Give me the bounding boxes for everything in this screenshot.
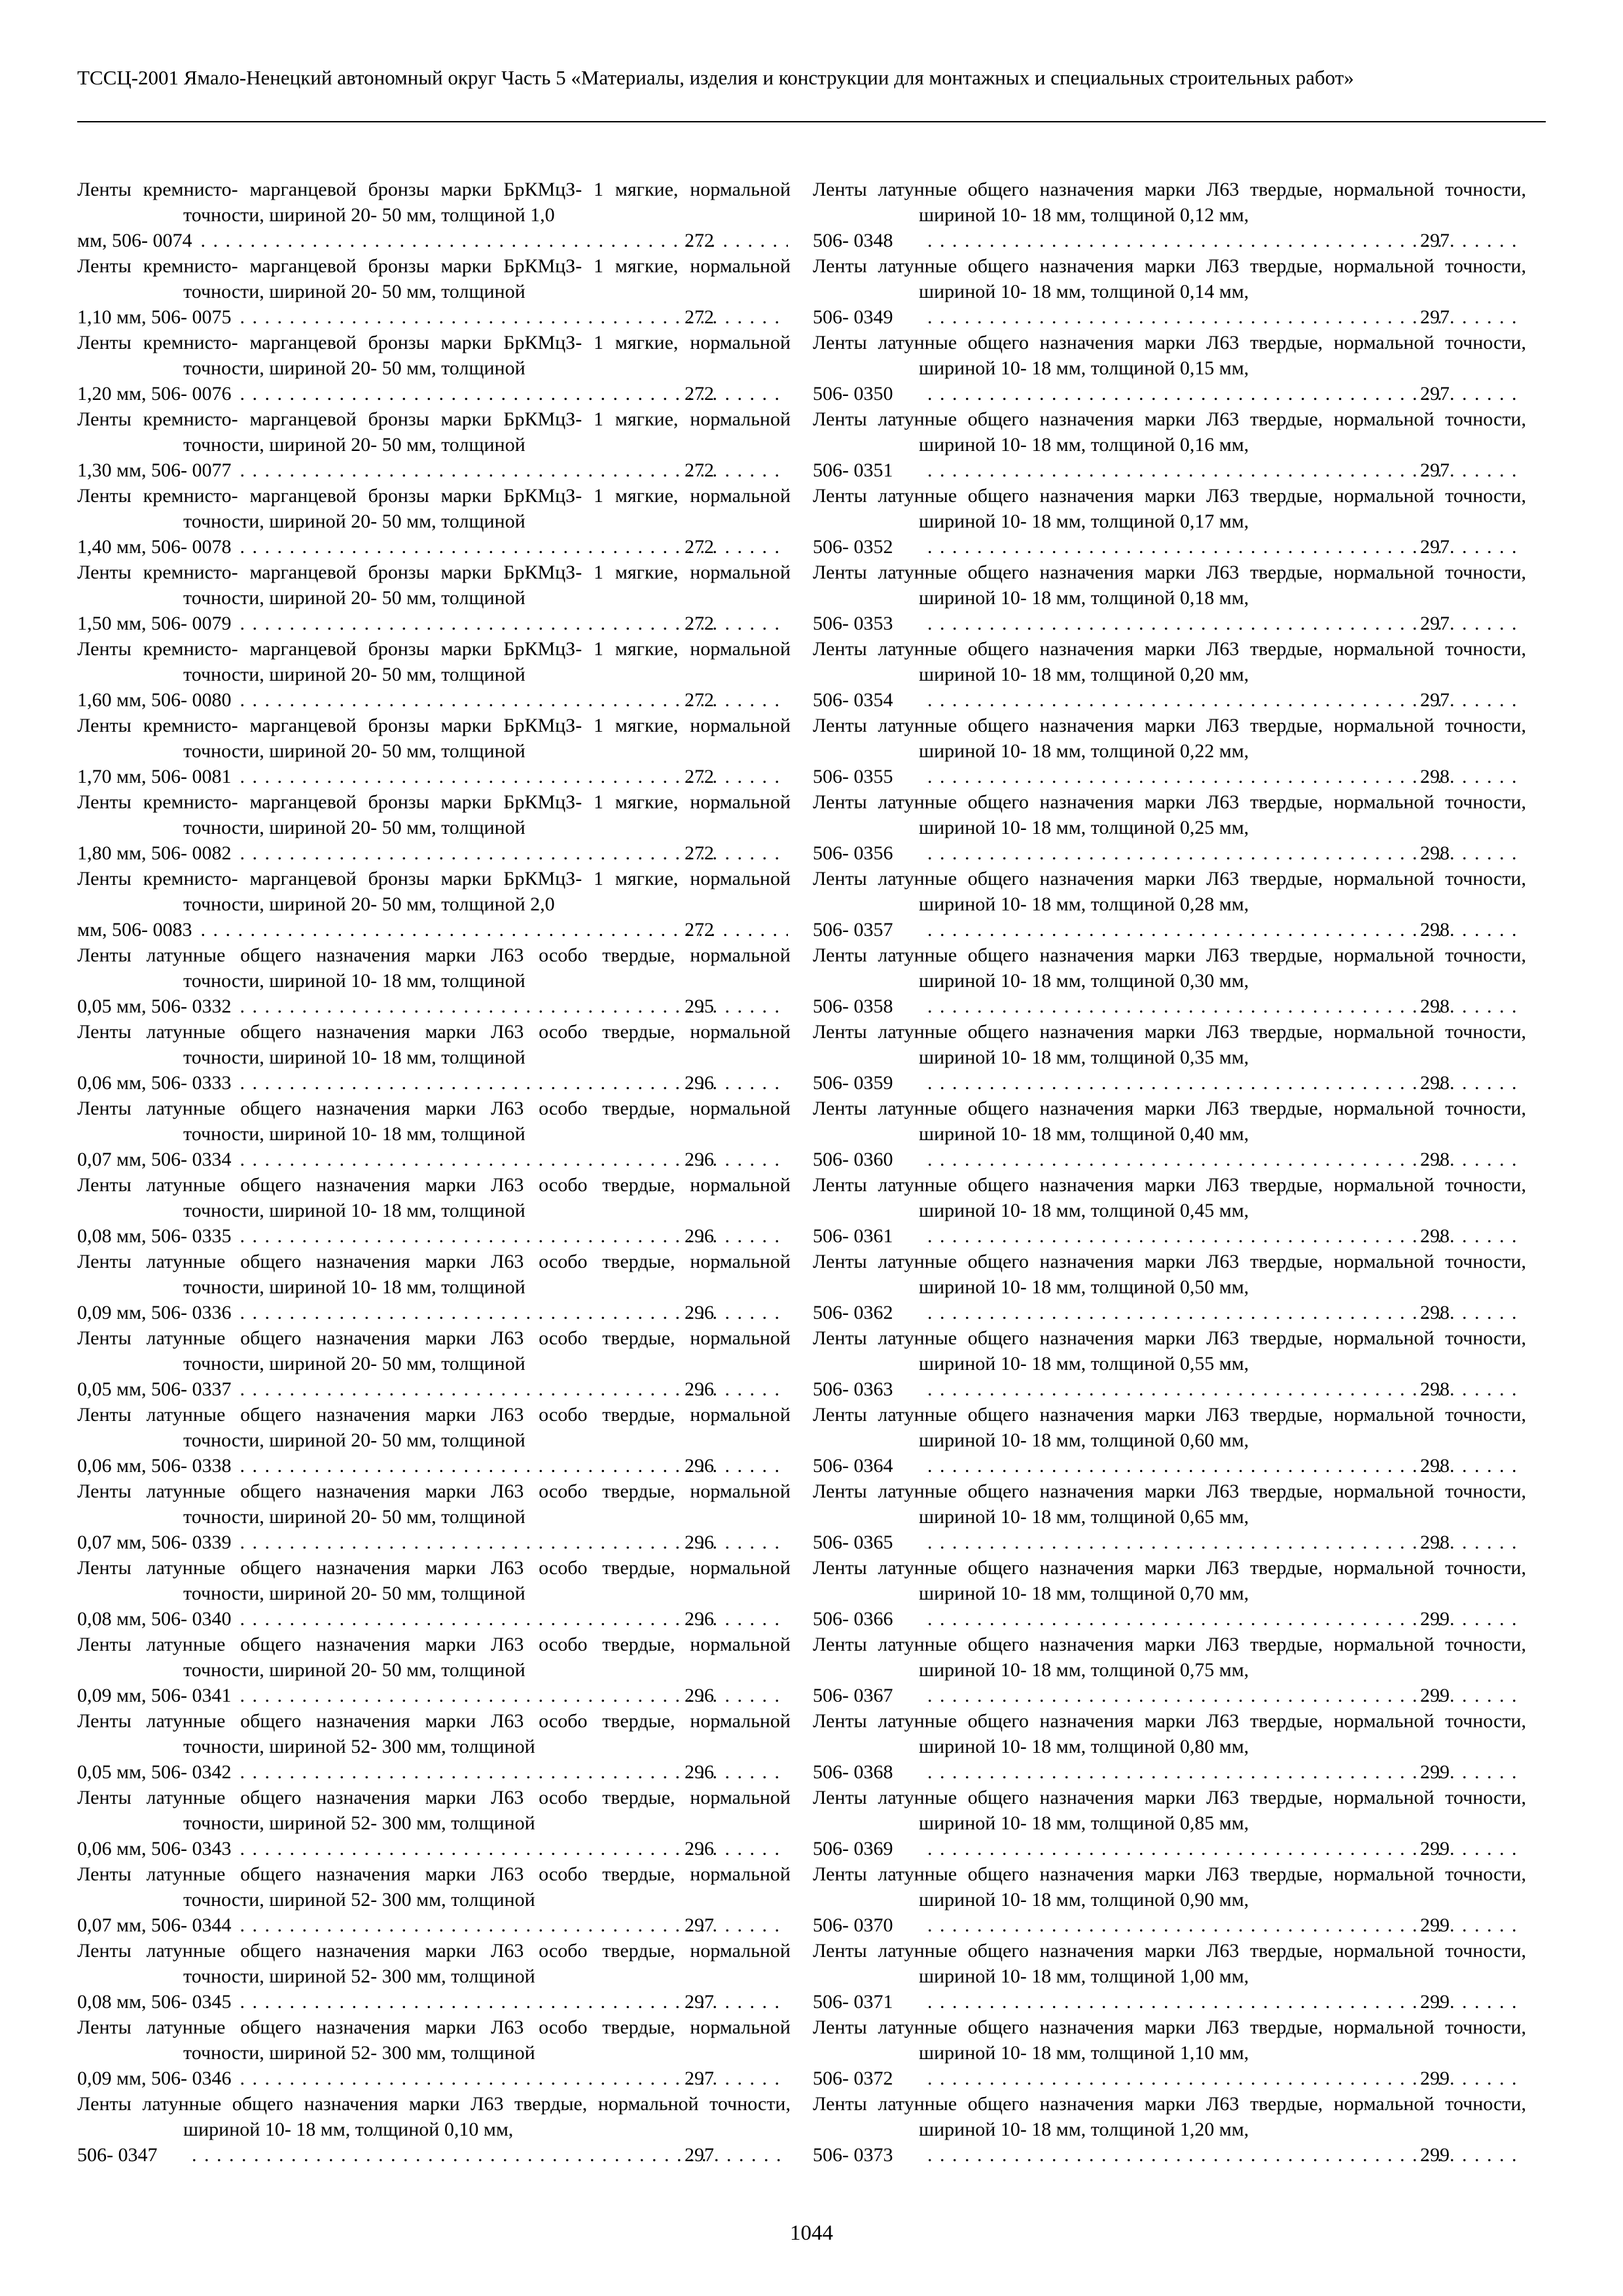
index-entry [77, 1785, 791, 1861]
entry-last-line: 0,05 мм, 506- 0342 . . . 296 [183, 1759, 791, 1785]
entry-last-line: 506- 0365 . . . 298 [919, 1530, 1526, 1555]
entry-code: 0,06 мм, 506- 0338 [77, 1455, 232, 1477]
entry-code: 0,06 мм, 506- 0343 [77, 1838, 232, 1859]
entry-last-line: 0,08 мм, 506- 0340 . . . 296 [183, 1606, 791, 1632]
entry-last-line: 0,06 мм, 506- 0343 . . . 296 [183, 1836, 791, 1861]
entry-last-line: 1,80 мм, 506- 0082 . . . 272 [183, 840, 791, 866]
index-entry [77, 1096, 791, 1172]
entry-text: Ленты латунные общего назначения марки Л63 особо твердые, нормальной точности, шириной 52- 300 мм, толщиной [77, 1787, 791, 1834]
entry-last-line: 506- 0349 . . . 297 [919, 304, 1526, 330]
entry-code: 0,05 мм, 506- 0342 [77, 1761, 232, 1783]
entry-last-line: 1,40 мм, 506- 0078 . . . 272 [183, 534, 791, 560]
entry-last-line: 506- 0369 . . . 299 [919, 1836, 1526, 1861]
entry-code: 1,30 мм, 506- 0077 [77, 459, 232, 481]
entry-text: Ленты латунные общего назначения марки Л63 твердые, нормальной точности, шириной 10- 18 мм, толщиной 1,20 мм, [813, 2093, 1526, 2140]
entry-text: Ленты кремнисто- марганцевой бронзы марки БрКМцЗ- 1 мягкие, нормальной точности, шириной 20- 50 мм, толщиной [77, 485, 791, 532]
entry-text: Ленты латунные общего назначения марки Л63 твердые, нормальной точности, шириной 10- 18 мм, толщиной 0,70 мм, [813, 1557, 1526, 1604]
entry-code: 0,05 мм, 506- 0337 [77, 1378, 232, 1400]
entry-last-line: 506- 0356 . . . 298 [919, 840, 1526, 866]
index-entry [813, 713, 1526, 789]
entry-last-line: 0,09 мм, 506- 0336 . . . 296 [183, 1300, 791, 1325]
index-entry [813, 1249, 1526, 1325]
index-entry [813, 1861, 1526, 1938]
index-entry [813, 1402, 1526, 1479]
index-entry [813, 1325, 1526, 1402]
entry-code: 1,50 мм, 506- 0079 [77, 613, 232, 634]
index-entry [77, 789, 791, 866]
entry-last-line: 506- 0368 . . . 299 [919, 1759, 1526, 1785]
entry-text: Ленты латунные общего назначения марки Л63 твердые, нормальной точности, шириной 10- 18 мм, толщиной 1,10 мм, [813, 2017, 1526, 2064]
entry-text: Ленты латунные общего назначения марки Л63 твердые, нормальной точности, шириной 10- 18 мм, толщиной 0,30 мм, [813, 944, 1526, 992]
index-entry [77, 2091, 791, 2168]
entry-text: Ленты латунные общего назначения марки Л63 твердые, нормальной точности, шириной 10- 18 мм, толщиной 0,25 мм, [813, 791, 1526, 838]
index-entry [77, 483, 791, 560]
entry-text: Ленты латунные общего назначения марки Л63 твердые, нормальной точности, шириной 10- 18 мм, толщиной 0,22 мм, [813, 715, 1526, 762]
entry-text: Ленты латунные общего назначения марки Л63 твердые, нормальной точности, шириной 10- 18 мм, толщиной 0,10 мм, [77, 2093, 791, 2140]
entry-text: Ленты кремнисто- марганцевой бронзы марки БрКМцЗ- 1 мягкие, нормальной точности, шириной 20- 50 мм, толщиной [77, 332, 791, 379]
entry-last-line: 506- 0355 . . . 298 [919, 764, 1526, 789]
entry-code: 0,08 мм, 506- 0335 [77, 1225, 232, 1247]
index-entry [77, 1325, 791, 1402]
index-entry [77, 1555, 791, 1632]
entry-text: Ленты латунные общего назначения марки Л63 твердые, нормальной точности, шириной 10- 18 мм, толщиной 0,15 мм, [813, 332, 1526, 379]
entry-last-line: 1,50 мм, 506- 0079 . . . 272 [183, 611, 791, 636]
entry-code: 0,09 мм, 506- 0346 [77, 2068, 232, 2089]
index-entry [77, 253, 791, 330]
entry-text: Ленты латунные общего назначения марки Л63 твердые, нормальной точности, шириной 10- 18 мм, толщиной 0,20 мм, [813, 638, 1526, 685]
entry-last-line: 506- 0354 . . . 297 [919, 687, 1526, 713]
entry-last-line: 506- 0360 . . . 298 [919, 1147, 1526, 1172]
entry-code: 1,60 мм, 506- 0080 [77, 689, 232, 711]
entry-text: Ленты латунные общего назначения марки Л63 твердые, нормальной точности, шириной 10- 18 мм, толщиной 0,45 мм, [813, 1174, 1526, 1221]
entry-last-line: 0,07 мм, 506- 0339 . . . 296 [183, 1530, 791, 1555]
entry-last-line: 506- 0370 . . . 299 [919, 1912, 1526, 1938]
index-entry [77, 1019, 791, 1096]
entry-last-line: 506- 0367 . . . 299 [919, 1683, 1526, 1708]
entry-text: Ленты латунные общего назначения марки Л63 твердые, нормальной точности, шириной 10- 18 мм, толщиной 0,55 мм, [813, 1327, 1526, 1374]
index-column-right [813, 177, 1526, 2168]
entry-text: Ленты латунные общего назначения марки Л63 твердые, нормальной точности, шириной 10- 18 мм, толщиной 0,65 мм, [813, 1480, 1526, 1528]
entry-text: Ленты латунные общего назначения марки Л63 твердые, нормальной точности, шириной 10- 18 мм, толщиной 0,80 мм, [813, 1710, 1526, 1757]
entry-text: Ленты латунные общего назначения марки Л63 особо твердые, нормальной точности, шириной 20- 50 мм, толщиной [77, 1327, 791, 1374]
index-entry [77, 560, 791, 636]
index-entry [813, 177, 1526, 253]
entry-last-line: 506- 0359 . . . 298 [919, 1070, 1526, 1096]
index-entry [813, 483, 1526, 560]
entry-text: Ленты латунные общего назначения марки Л63 особо твердые, нормальной точности, шириной 20- 50 мм, толщиной [77, 1634, 791, 1681]
index-entry [77, 1938, 791, 2015]
entry-last-line: 1,20 мм, 506- 0076 . . . 272 [183, 381, 791, 406]
entry-last-line: 0,09 мм, 506- 0346 . . . 297 [183, 2066, 791, 2091]
entry-code: 0,07 мм, 506- 0344 [77, 1914, 232, 1936]
entry-last-line: 506- 0352 . . . 297 [919, 534, 1526, 560]
index-entry [77, 1172, 791, 1249]
entry-last-line: 506- 0362 . . . 298 [919, 1300, 1526, 1325]
entry-text: Ленты латунные общего назначения марки Л63 твердые, нормальной точности, шириной 10- 18 мм, толщиной 0,17 мм, [813, 485, 1526, 532]
header-rule [77, 121, 1546, 122]
index-entry [813, 330, 1526, 406]
entry-code: 0,06 мм, 506- 0333 [77, 1072, 232, 1094]
index-entry [77, 177, 791, 253]
entry-code: 0,09 мм, 506- 0336 [77, 1302, 232, 1323]
entry-code: 0,09 мм, 506- 0341 [77, 1685, 232, 1706]
running-header: ТССЦ-2001 Ямало-Ненецкий автономный округ Часть 5 «Материалы, изделия и конструкции для монтажных и специальных строительных работ» [77, 66, 1354, 89]
entry-last-line: 506- 0358 . . . 298 [919, 994, 1526, 1019]
entry-code: 0,07 мм, 506- 0334 [77, 1149, 232, 1170]
entry-text: Ленты латунные общего назначения марки Л63 твердые, нормальной точности, шириной 10- 18 мм, толщиной 1,00 мм, [813, 1940, 1526, 1987]
entry-text: Ленты латунные общего назначения марки Л63 особо твердые, нормальной точности, шириной 10- 18 мм, толщиной [77, 1021, 791, 1068]
entry-last-line: 0,05 мм, 506- 0337 . . . 296 [183, 1376, 791, 1402]
index-entry [77, 636, 791, 713]
entry-last-line: 0,08 мм, 506- 0335 . . . 296 [183, 1223, 791, 1249]
index-entry [813, 406, 1526, 483]
entry-text: Ленты латунные общего назначения марки Л63 твердые, нормальной точности, шириной 10- 18 мм, толщиной 0,28 мм, [813, 868, 1526, 915]
entry-last-line: 1,30 мм, 506- 0077 . . . 272 [183, 457, 791, 483]
entry-text: Ленты латунные общего назначения марки Л63 особо твердые, нормальной точности, шириной 10- 18 мм, толщиной [77, 1098, 791, 1145]
entry-code: 1,10 мм, 506- 0075 [77, 306, 232, 328]
entry-last-line: 506- 0347 . . . 297 [183, 2142, 791, 2168]
index-entry [813, 789, 1526, 866]
index-entry [77, 866, 791, 942]
entry-code: 0,08 мм, 506- 0345 [77, 1991, 232, 2013]
entry-last-line: 506- 0373 . . . 299 [919, 2142, 1526, 2168]
entry-last-line: 506- 0363 . . . 298 [919, 1376, 1526, 1402]
index-entry [77, 1249, 791, 1325]
entry-last-line: 1,60 мм, 506- 0080 . . . 272 [183, 687, 791, 713]
entry-last-line: мм, 506- 0074 . . . 272 [183, 228, 791, 253]
index-entry [77, 942, 791, 1019]
index-entry [77, 1402, 791, 1479]
entry-text: Ленты латунные общего назначения марки Л63 твердые, нормальной точности, шириной 10- 18 мм, толщиной 0,60 мм, [813, 1404, 1526, 1451]
entry-text: Ленты кремнисто- марганцевой бронзы марки БрКМцЗ- 1 мягкие, нормальной точности, шириной 20- 50 мм, толщиной [77, 408, 791, 456]
index-entry [77, 406, 791, 483]
entry-last-line: 0,08 мм, 506- 0345 . . . 297 [183, 1989, 791, 2015]
index-entry [77, 1708, 791, 1785]
entry-last-line: 0,09 мм, 506- 0341 . . . 296 [183, 1683, 791, 1708]
entry-last-line: 1,70 мм, 506- 0081 . . . 272 [183, 764, 791, 789]
index-entry [813, 1938, 1526, 2015]
entry-last-line: 506- 0353 . . . 297 [919, 611, 1526, 636]
entry-code: мм, 506- 0083 [77, 919, 192, 941]
entry-text: Ленты латунные общего назначения марки Л63 твердые, нормальной точности, шириной 10- 18 мм, толщиной 0,12 мм, [813, 179, 1526, 226]
entry-text: Ленты кремнисто- марганцевой бронзы марки БрКМцЗ- 1 мягкие, нормальной точности, шириной 20- 50 мм, толщиной [77, 791, 791, 838]
index-entry [77, 713, 791, 789]
entry-last-line: 1,10 мм, 506- 0075 . . . 272 [183, 304, 791, 330]
entry-text: Ленты латунные общего назначения марки Л63 особо твердые, нормальной точности, шириной 10- 18 мм, толщиной [77, 944, 791, 992]
index-entry [77, 1632, 791, 1708]
index-entry [813, 942, 1526, 1019]
entry-text: Ленты латунные общего назначения марки Л63 твердые, нормальной точности, шириной 10- 18 мм, толщиной 0,35 мм, [813, 1021, 1526, 1068]
entry-text: Ленты латунные общего назначения марки Л63 особо твердые, нормальной точности, шириной 52- 300 мм, толщиной [77, 1863, 791, 1910]
index-entry [813, 1632, 1526, 1708]
entry-code: 1,40 мм, 506- 0078 [77, 536, 232, 558]
index-entry [813, 2015, 1526, 2091]
entry-last-line: 506- 0371 . . . 299 [919, 1989, 1526, 2015]
entry-text: Ленты кремнисто- марганцевой бронзы марки БрКМцЗ- 1 мягкие, нормальной точности, шириной 20- 50 мм, толщиной 2,0 [77, 868, 791, 915]
entry-text: Ленты латунные общего назначения марки Л63 особо твердые, нормальной точности, шириной 20- 50 мм, толщиной [77, 1480, 791, 1528]
entry-text: Ленты латунные общего назначения марки Л63 особо твердые, нормальной точности, шириной 52- 300 мм, толщиной [77, 1710, 791, 1757]
index-entry [813, 1555, 1526, 1632]
index-entry [813, 1096, 1526, 1172]
entry-text: Ленты латунные общего назначения марки Л63 твердые, нормальной точности, шириной 10- 18 мм, толщиной 0,50 мм, [813, 1251, 1526, 1298]
entry-text: Ленты латунные общего назначения марки Л63 твердые, нормальной точности, шириной 10- 18 мм, толщиной 0,18 мм, [813, 562, 1526, 609]
entry-code: 0,05 мм, 506- 0332 [77, 996, 232, 1017]
index-entry [77, 330, 791, 406]
index-entry [813, 1708, 1526, 1785]
entry-code: 1,70 мм, 506- 0081 [77, 766, 232, 787]
entry-text: Ленты кремнисто- марганцевой бронзы марки БрКМцЗ- 1 мягкие, нормальной точности, шириной 20- 50 мм, толщиной [77, 562, 791, 609]
page-number: 1044 [790, 2221, 833, 2245]
entry-text: Ленты латунные общего назначения марки Л63 твердые, нормальной точности, шириной 10- 18 мм, толщиной 0,16 мм, [813, 408, 1526, 456]
index-entry [813, 1479, 1526, 1555]
entry-code: 1,20 мм, 506- 0076 [77, 383, 232, 404]
entry-last-line: 506- 0348 . . . 297 [919, 228, 1526, 253]
entry-last-line: мм, 506- 0083 . . . 272 [183, 917, 791, 942]
index-entry [813, 1785, 1526, 1861]
entry-code: 1,80 мм, 506- 0082 [77, 842, 232, 864]
entry-last-line: 506- 0372 . . . 299 [919, 2066, 1526, 2091]
entry-text: Ленты латунные общего назначения марки Л63 особо твердые, нормальной точности, шириной 20- 50 мм, толщиной [77, 1404, 791, 1451]
entry-text: Ленты латунные общего назначения марки Л63 твердые, нормальной точности, шириной 10- 18 мм, толщиной 0,90 мм, [813, 1863, 1526, 1910]
entry-last-line: 0,06 мм, 506- 0338 . . . 296 [183, 1453, 791, 1479]
index-column-left [77, 177, 791, 2168]
entry-text: Ленты латунные общего назначения марки Л63 твердые, нормальной точности, шириной 10- 18 мм, толщиной 0,40 мм, [813, 1098, 1526, 1145]
entry-last-line: 506- 0350 . . . 297 [919, 381, 1526, 406]
index-entry [813, 1172, 1526, 1249]
entry-text: Ленты кремнисто- марганцевой бронзы марки БрКМцЗ- 1 мягкие, нормальной точности, шириной 20- 50 мм, толщиной 1,0 [77, 179, 791, 226]
entry-text: Ленты латунные общего назначения марки Л63 особо твердые, нормальной точности, шириной 10- 18 мм, толщиной [77, 1251, 791, 1298]
entry-code: 0,08 мм, 506- 0340 [77, 1608, 232, 1630]
entry-last-line: 0,07 мм, 506- 0334 . . . 296 [183, 1147, 791, 1172]
entry-text: Ленты латунные общего назначения марки Л63 особо твердые, нормальной точности, шириной 52- 300 мм, толщиной [77, 2017, 791, 2064]
entry-text: Ленты латунные общего назначения марки Л63 твердые, нормальной точности, шириной 10- 18 мм, толщиной 0,85 мм, [813, 1787, 1526, 1834]
entry-last-line: 506- 0357 . . . 298 [919, 917, 1526, 942]
entry-text: Ленты латунные общего назначения марки Л63 особо твердые, нормальной точности, шириной 20- 50 мм, толщиной [77, 1557, 791, 1604]
entry-text: Ленты латунные общего назначения марки Л63 особо твердые, нормальной точности, шириной 10- 18 мм, толщиной [77, 1174, 791, 1221]
entry-last-line: 0,07 мм, 506- 0344 . . . 297 [183, 1912, 791, 1938]
index-entry [77, 1479, 791, 1555]
entry-last-line: 506- 0361 . . . 298 [919, 1223, 1526, 1249]
entry-last-line: 506- 0351 . . . 297 [919, 457, 1526, 483]
index-entry [77, 1861, 791, 1938]
index-entry [813, 1019, 1526, 1096]
entry-code: мм, 506- 0074 [77, 230, 192, 251]
entry-last-line: 0,05 мм, 506- 0332 . . . 295 [183, 994, 791, 1019]
entry-last-line: 506- 0366 . . . 299 [919, 1606, 1526, 1632]
index-entry [813, 636, 1526, 713]
entry-text: Ленты кремнисто- марганцевой бронзы марки БрКМцЗ- 1 мягкие, нормальной точности, шириной 20- 50 мм, толщиной [77, 255, 791, 302]
entry-text: Ленты латунные общего назначения марки Л63 особо твердые, нормальной точности, шириной 52- 300 мм, толщиной [77, 1940, 791, 1987]
index-entry [813, 866, 1526, 942]
entry-text: Ленты кремнисто- марганцевой бронзы марки БрКМцЗ- 1 мягкие, нормальной точности, шириной 20- 50 мм, толщиной [77, 715, 791, 762]
index-entry [813, 560, 1526, 636]
index-entry [813, 2091, 1526, 2168]
entry-last-line: 506- 0364 . . . 298 [919, 1453, 1526, 1479]
entry-text: Ленты латунные общего назначения марки Л63 твердые, нормальной точности, шириной 10- 18 мм, толщиной 0,14 мм, [813, 255, 1526, 302]
entry-text: Ленты кремнисто- марганцевой бронзы марки БрКМцЗ- 1 мягкие, нормальной точности, шириной 20- 50 мм, толщиной [77, 638, 791, 685]
index-entry [813, 253, 1526, 330]
entry-text: Ленты латунные общего назначения марки Л63 твердые, нормальной точности, шириной 10- 18 мм, толщиной 0,75 мм, [813, 1634, 1526, 1681]
index-entry [77, 2015, 791, 2091]
entry-code: 0,07 мм, 506- 0339 [77, 1532, 232, 1553]
entry-last-line: 0,06 мм, 506- 0333 . . . 296 [183, 1070, 791, 1096]
